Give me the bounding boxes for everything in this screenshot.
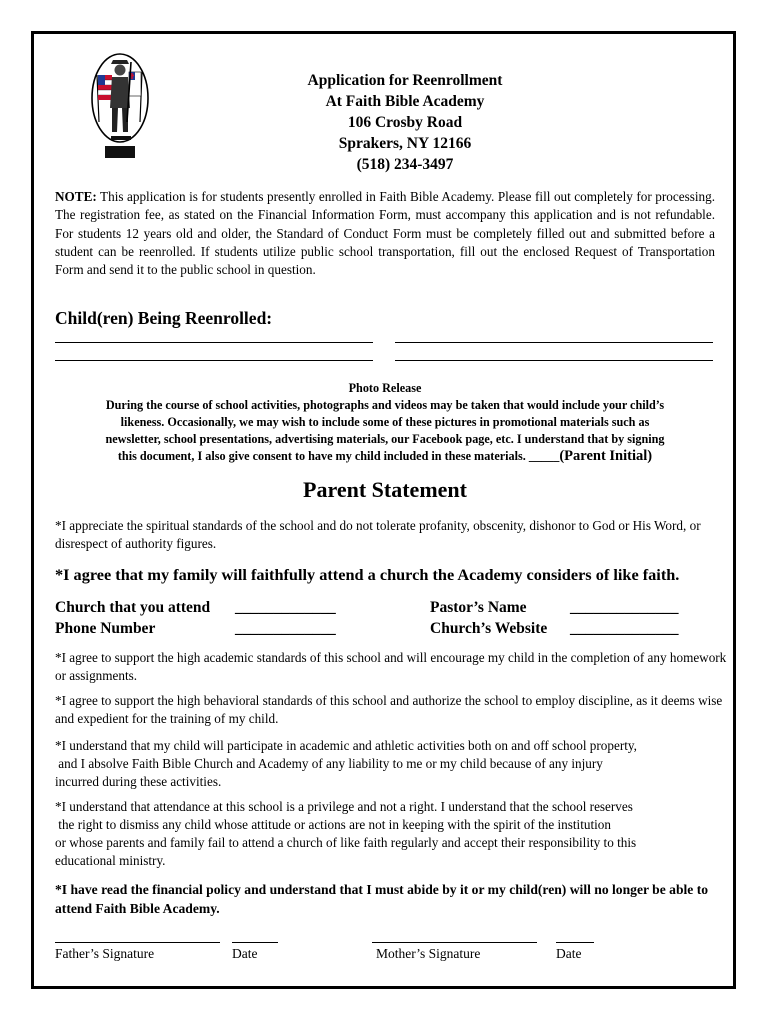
statement-privilege xyxy=(55,798,745,870)
statement-activities-line-2: and I absolve Faith Bible Church and Academy of any liability to me or my child because of any injury xyxy=(55,756,603,771)
statement-academic: *I agree to support the high academic standards of this school and will encourage my child in the completion of any homework or assignments. xyxy=(55,650,727,683)
statement-activities-line-1: *I understand that my child will participate in academic and athletic activities both on and off school property, xyxy=(55,738,637,753)
photo-release xyxy=(55,380,715,465)
phone-field-blank[interactable]: _____________ xyxy=(235,620,336,637)
statement-privilege-line-3: or whose parents and family fail to attend a church of like faith regularly and accept their responsibility to this xyxy=(55,835,637,850)
father-date-label: Date xyxy=(232,946,258,961)
father-signature-label: Father’s Signature xyxy=(55,946,155,961)
photo-release-line-4: this document, I also give consent to have my child included in these materials. _____ xyxy=(117,449,560,463)
mother-date-line[interactable] xyxy=(556,942,594,943)
statement-church-attendance: *I agree that my family will faithfully attend a church the Academy considers of like faith. xyxy=(55,565,680,584)
photo-release-line-2: likeness. Occasionally, we may wish to include some of these pictures in promotional materials such as xyxy=(120,415,650,429)
child-name-line-3[interactable] xyxy=(55,360,373,361)
website-field-label: Church’s Website xyxy=(430,620,548,637)
child-name-line-1[interactable] xyxy=(55,342,373,343)
parent-initial-label: (Parent Initial) xyxy=(559,448,653,464)
children-heading: Child(ren) Being Reenrolled: xyxy=(55,308,273,328)
mother-signature-line[interactable] xyxy=(372,942,537,943)
website-field-blank[interactable]: ______________ xyxy=(570,620,679,637)
photo-release-line-1: During the course of school activities, photographs and videos may be taken that would include your child’s xyxy=(105,398,665,412)
header-phone: (518) 234-3497 xyxy=(356,156,454,173)
statement-privilege-line-4: educational ministry. xyxy=(55,853,166,868)
phone-field-label: Phone Number xyxy=(55,620,156,637)
photo-release-title: Photo Release xyxy=(348,381,422,395)
pastor-field-label: Pastor’s Name xyxy=(430,599,527,616)
note-text: This application is for students presently enrolled in Faith Bible Academy. Please fill out completely for processing. The registration fee, as stated on the Financial Information Form, must accompany this application and is not refundable. For students 12 years old and older, the Standard of Conduct Form must be completely filled out and submitted before a student can be reenrolled. If students utilize public school transportation, fill out the enclosed Request of Transportation Form and send it to the public school in question. xyxy=(55,189,715,278)
statement-privilege-line-2: the right to dismiss any child whose attitude or actions are not in keeping with the spirit of the institution xyxy=(55,817,611,832)
parent-statement-title: Parent Statement xyxy=(303,477,467,502)
statement-activities xyxy=(55,737,745,791)
header-street: 106 Crosby Road xyxy=(347,114,463,131)
header-school-name: At Faith Bible Academy xyxy=(325,93,485,110)
statement-privilege-line-1: *I understand that attendance at this school is a privilege and not a right. I understand that the school reserves xyxy=(55,799,633,814)
child-name-line-2[interactable] xyxy=(395,342,713,343)
pastor-field-blank[interactable]: ______________ xyxy=(570,599,679,616)
photo-release-line-3: newsletter, school presentations, advertising materials, our Facebook page, etc. I understand that by signing xyxy=(105,432,665,446)
mother-signature-label: Mother’s Signature xyxy=(376,946,481,961)
church-field-label: Church that you attend xyxy=(55,599,211,616)
header-city: Sprakers, NY 12166 xyxy=(338,135,472,152)
statement-financial-policy: *I have read the financial policy and understand that I must abide by it or my child(ren) will no longer be able to attend Faith Bible Academy. xyxy=(55,882,709,916)
statement-activities-line-3: incurred during these activities. xyxy=(55,774,222,789)
school-header xyxy=(230,70,580,175)
father-date-line[interactable] xyxy=(232,942,278,943)
minuteman-flag-logo-icon xyxy=(87,50,153,160)
father-signature-line[interactable] xyxy=(55,942,220,943)
statement-spiritual: *I appreciate the spiritual standards of the school and do not tolerate profanity, obscenity, dishonor to God or His Word, or disrespect of authority figures. xyxy=(55,518,701,551)
mother-date-label: Date xyxy=(556,946,582,961)
header-title: Application for Reenrollment xyxy=(307,72,503,89)
statement-behavioral: *I agree to support the high behavioral standards of this school and authorize the school to employ discipline, as it deems wise and expedient for the training of my child. xyxy=(55,693,723,726)
church-field-blank[interactable]: _____________ xyxy=(235,599,336,616)
note-label: NOTE: xyxy=(55,189,97,204)
note-paragraph xyxy=(55,188,715,279)
child-name-line-4[interactable] xyxy=(395,360,713,361)
